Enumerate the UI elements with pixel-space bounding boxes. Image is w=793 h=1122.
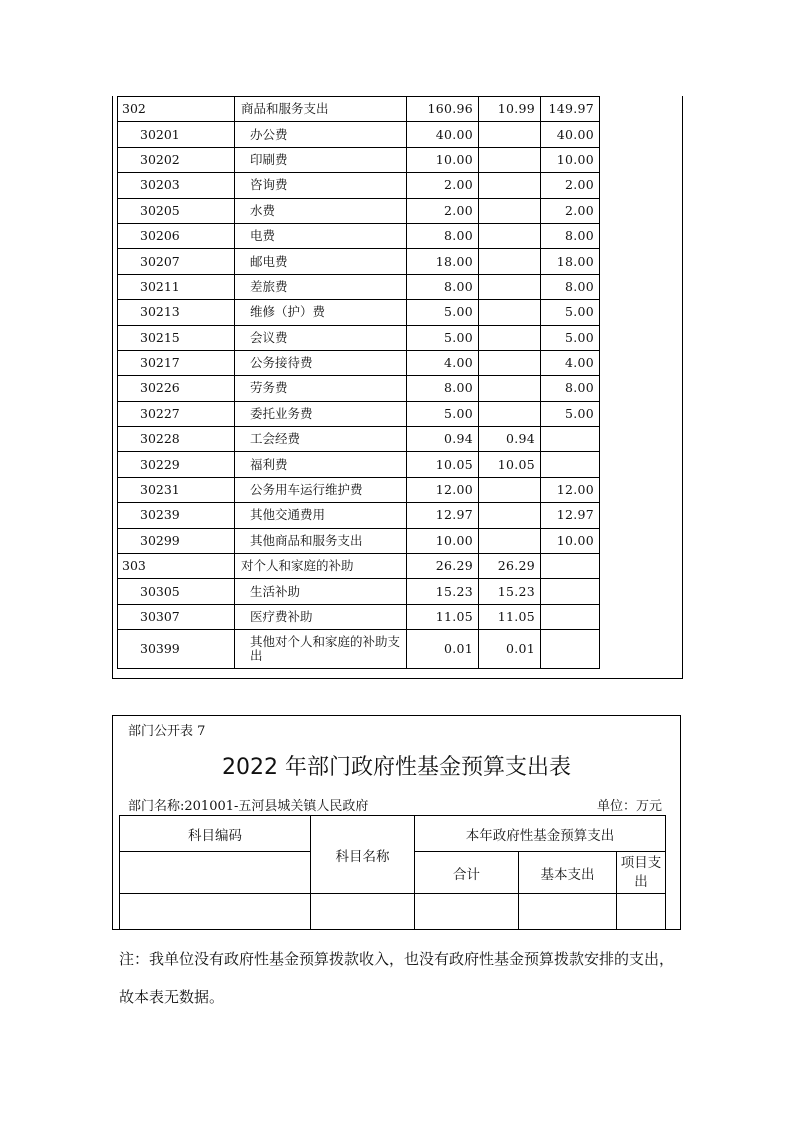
code-cell: 30213 — [118, 300, 235, 325]
project-cell: 8.00 — [541, 376, 600, 401]
table-row — [118, 376, 681, 401]
header-total: 合计 — [415, 852, 519, 894]
basic-cell — [479, 503, 541, 528]
code-cell: 30399 — [118, 630, 235, 669]
basic-cell: 26.29 — [479, 554, 541, 579]
name-cell: 公务接待费 — [235, 350, 407, 375]
empty-column-cell — [600, 376, 681, 401]
basic-cell — [479, 173, 541, 198]
empty-column-cell — [600, 249, 681, 274]
basic-cell — [479, 122, 541, 147]
table-row — [118, 528, 681, 553]
basic-cell: 10.05 — [479, 452, 541, 477]
name-cell: 工会经费 — [235, 427, 407, 452]
code-cell: 30227 — [118, 401, 235, 426]
name-cell: 对个人和家庭的补助 — [235, 554, 407, 579]
basic-cell — [479, 528, 541, 553]
table-row — [118, 198, 681, 223]
name-cell: 委托业务费 — [235, 401, 407, 426]
table-row — [118, 223, 681, 248]
total-cell: 26.29 — [407, 554, 479, 579]
table-row — [118, 173, 681, 198]
name-cell: 水费 — [235, 198, 407, 223]
empty-column-cell — [600, 503, 681, 528]
name-cell: 商品和服务支出 — [235, 97, 407, 122]
project-cell: 2.00 — [541, 173, 600, 198]
total-cell: 0.94 — [407, 427, 479, 452]
project-cell: 8.00 — [541, 223, 600, 248]
project-cell: 10.00 — [541, 528, 600, 553]
basic-cell — [479, 477, 541, 502]
empty-column-cell — [600, 554, 681, 579]
total-cell: 8.00 — [407, 376, 479, 401]
basic-cell: 10.99 — [479, 97, 541, 122]
table-caption: 部门公开表 7 — [128, 724, 206, 739]
total-cell: 18.00 — [407, 249, 479, 274]
total-cell: 8.00 — [407, 274, 479, 299]
total-cell: 4.00 — [407, 350, 479, 375]
project-cell: 40.00 — [541, 122, 600, 147]
empty-column-cell — [600, 604, 681, 629]
name-cell: 福利费 — [235, 452, 407, 477]
header-code-blank — [120, 852, 311, 894]
empty-column-cell — [600, 350, 681, 375]
empty-column-cell — [600, 452, 681, 477]
fund-expenditure-table — [119, 815, 666, 930]
total-cell: 10.00 — [407, 528, 479, 553]
name-cell: 咨询费 — [235, 173, 407, 198]
header-name: 科目名称 — [311, 816, 415, 894]
basic-cell: 15.23 — [479, 579, 541, 604]
name-cell: 印刷费 — [235, 147, 407, 172]
total-cell: 12.00 — [407, 477, 479, 502]
empty-column-cell — [600, 630, 681, 669]
page-title: 2022 年部门政府性基金预算支出表 — [222, 755, 571, 780]
project-cell: 10.00 — [541, 147, 600, 172]
project-cell — [541, 427, 600, 452]
code-cell: 30307 — [118, 604, 235, 629]
total-cell: 8.00 — [407, 223, 479, 248]
name-cell: 医疗费补助 — [235, 604, 407, 629]
code-cell: 30239 — [118, 503, 235, 528]
table-row — [118, 401, 681, 426]
name-cell: 电费 — [235, 223, 407, 248]
code-cell: 30228 — [118, 427, 235, 452]
header-basic: 基本支出 — [519, 852, 617, 894]
code-cell: 30207 — [118, 249, 235, 274]
code-cell: 303 — [118, 554, 235, 579]
basic-cell — [479, 223, 541, 248]
code-cell: 30217 — [118, 350, 235, 375]
empty-column-cell — [600, 198, 681, 223]
name-cell: 其他交通费用 — [235, 503, 407, 528]
basic-cell: 11.05 — [479, 604, 541, 629]
code-cell: 30229 — [118, 452, 235, 477]
empty-column-cell — [600, 427, 681, 452]
name-cell: 其他商品和服务支出 — [235, 528, 407, 553]
code-cell: 30203 — [118, 173, 235, 198]
empty-column-cell — [600, 173, 681, 198]
department-name: 部门名称:201001-五河县城关镇人民政府 — [128, 799, 369, 814]
total-cell: 5.00 — [407, 325, 479, 350]
basic-cell: 0.01 — [479, 630, 541, 669]
table-row — [118, 604, 681, 629]
code-cell: 30202 — [118, 147, 235, 172]
project-cell: 18.00 — [541, 249, 600, 274]
basic-cell — [479, 198, 541, 223]
project-cell: 4.00 — [541, 350, 600, 375]
table-row — [118, 122, 681, 147]
table-row — [118, 97, 681, 122]
table-row — [118, 350, 681, 375]
basic-cell — [479, 249, 541, 274]
table-row — [118, 503, 681, 528]
table-row — [118, 579, 681, 604]
name-cell: 生活补助 — [235, 579, 407, 604]
total-cell: 160.96 — [407, 97, 479, 122]
project-cell: 5.00 — [541, 300, 600, 325]
project-cell: 2.00 — [541, 198, 600, 223]
empty-column-cell — [600, 122, 681, 147]
name-cell: 邮电费 — [235, 249, 407, 274]
total-cell: 5.00 — [407, 300, 479, 325]
table-row — [118, 300, 681, 325]
basic-cell — [479, 147, 541, 172]
empty-column-cell — [600, 147, 681, 172]
basic-cell — [479, 376, 541, 401]
table-row — [118, 477, 681, 502]
total-cell: 12.97 — [407, 503, 479, 528]
name-cell: 办公费 — [235, 122, 407, 147]
header-project: 项目支出 — [617, 852, 666, 894]
basic-cell — [479, 401, 541, 426]
project-cell: 12.00 — [541, 477, 600, 502]
table-row — [118, 325, 681, 350]
code-cell: 30206 — [118, 223, 235, 248]
project-cell: 149.97 — [541, 97, 600, 122]
total-cell: 2.00 — [407, 173, 479, 198]
empty-column-cell — [600, 477, 681, 502]
empty-column-cell — [600, 300, 681, 325]
empty-cell — [415, 894, 519, 930]
project-cell — [541, 579, 600, 604]
total-cell: 5.00 — [407, 401, 479, 426]
code-cell: 30205 — [118, 198, 235, 223]
project-cell — [541, 604, 600, 629]
code-cell: 30299 — [118, 528, 235, 553]
empty-cell — [120, 894, 311, 930]
empty-column-cell — [600, 274, 681, 299]
empty-cell — [519, 894, 617, 930]
table-row — [118, 452, 681, 477]
empty-column-cell — [600, 223, 681, 248]
basic-cell — [479, 350, 541, 375]
header-code: 科目编码 — [120, 816, 311, 852]
basic-cell — [479, 274, 541, 299]
table-row — [118, 249, 681, 274]
total-cell: 40.00 — [407, 122, 479, 147]
basic-cell — [479, 300, 541, 325]
code-cell: 30305 — [118, 579, 235, 604]
header-group: 本年政府性基金预算支出 — [415, 816, 666, 852]
empty-cell — [617, 894, 666, 930]
name-cell: 差旅费 — [235, 274, 407, 299]
project-cell — [541, 452, 600, 477]
total-cell: 10.00 — [407, 147, 479, 172]
name-cell: 会议费 — [235, 325, 407, 350]
table-row — [118, 427, 681, 452]
budget-expenditure-table — [117, 96, 681, 669]
table-row — [118, 147, 681, 172]
project-cell: 5.00 — [541, 401, 600, 426]
code-cell: 30211 — [118, 274, 235, 299]
code-cell: 302 — [118, 97, 235, 122]
name-cell: 维修（护）费 — [235, 300, 407, 325]
empty-cell — [311, 894, 415, 930]
empty-column-cell — [600, 401, 681, 426]
total-cell: 0.01 — [407, 630, 479, 669]
code-cell: 30201 — [118, 122, 235, 147]
basic-cell: 0.94 — [479, 427, 541, 452]
code-cell: 30231 — [118, 477, 235, 502]
code-cell: 30226 — [118, 376, 235, 401]
unit-label: 单位：万元 — [596, 799, 662, 814]
project-cell: 5.00 — [541, 325, 600, 350]
code-cell: 30215 — [118, 325, 235, 350]
empty-column-cell — [600, 325, 681, 350]
total-cell: 11.05 — [407, 604, 479, 629]
table-row — [118, 274, 681, 299]
table-row — [118, 630, 681, 669]
empty-column-cell — [600, 97, 681, 122]
total-cell: 10.05 — [407, 452, 479, 477]
total-cell: 2.00 — [407, 198, 479, 223]
name-cell: 其他对个人和家庭的补助支出 — [235, 630, 407, 669]
project-cell — [541, 630, 600, 669]
name-cell: 公务用车运行维护费 — [235, 477, 407, 502]
total-cell: 15.23 — [407, 579, 479, 604]
project-cell: 8.00 — [541, 274, 600, 299]
name-cell: 劳务费 — [235, 376, 407, 401]
project-cell: 12.97 — [541, 503, 600, 528]
empty-column-cell — [600, 528, 681, 553]
basic-cell — [479, 325, 541, 350]
table-row — [118, 554, 681, 579]
empty-column-cell — [600, 579, 681, 604]
project-cell — [541, 554, 600, 579]
table-note: 注：我单位没有政府性基金预算拨款收入，也没有政府性基金预算拨款安排的支出，故本表无数据。 — [119, 950, 675, 1006]
